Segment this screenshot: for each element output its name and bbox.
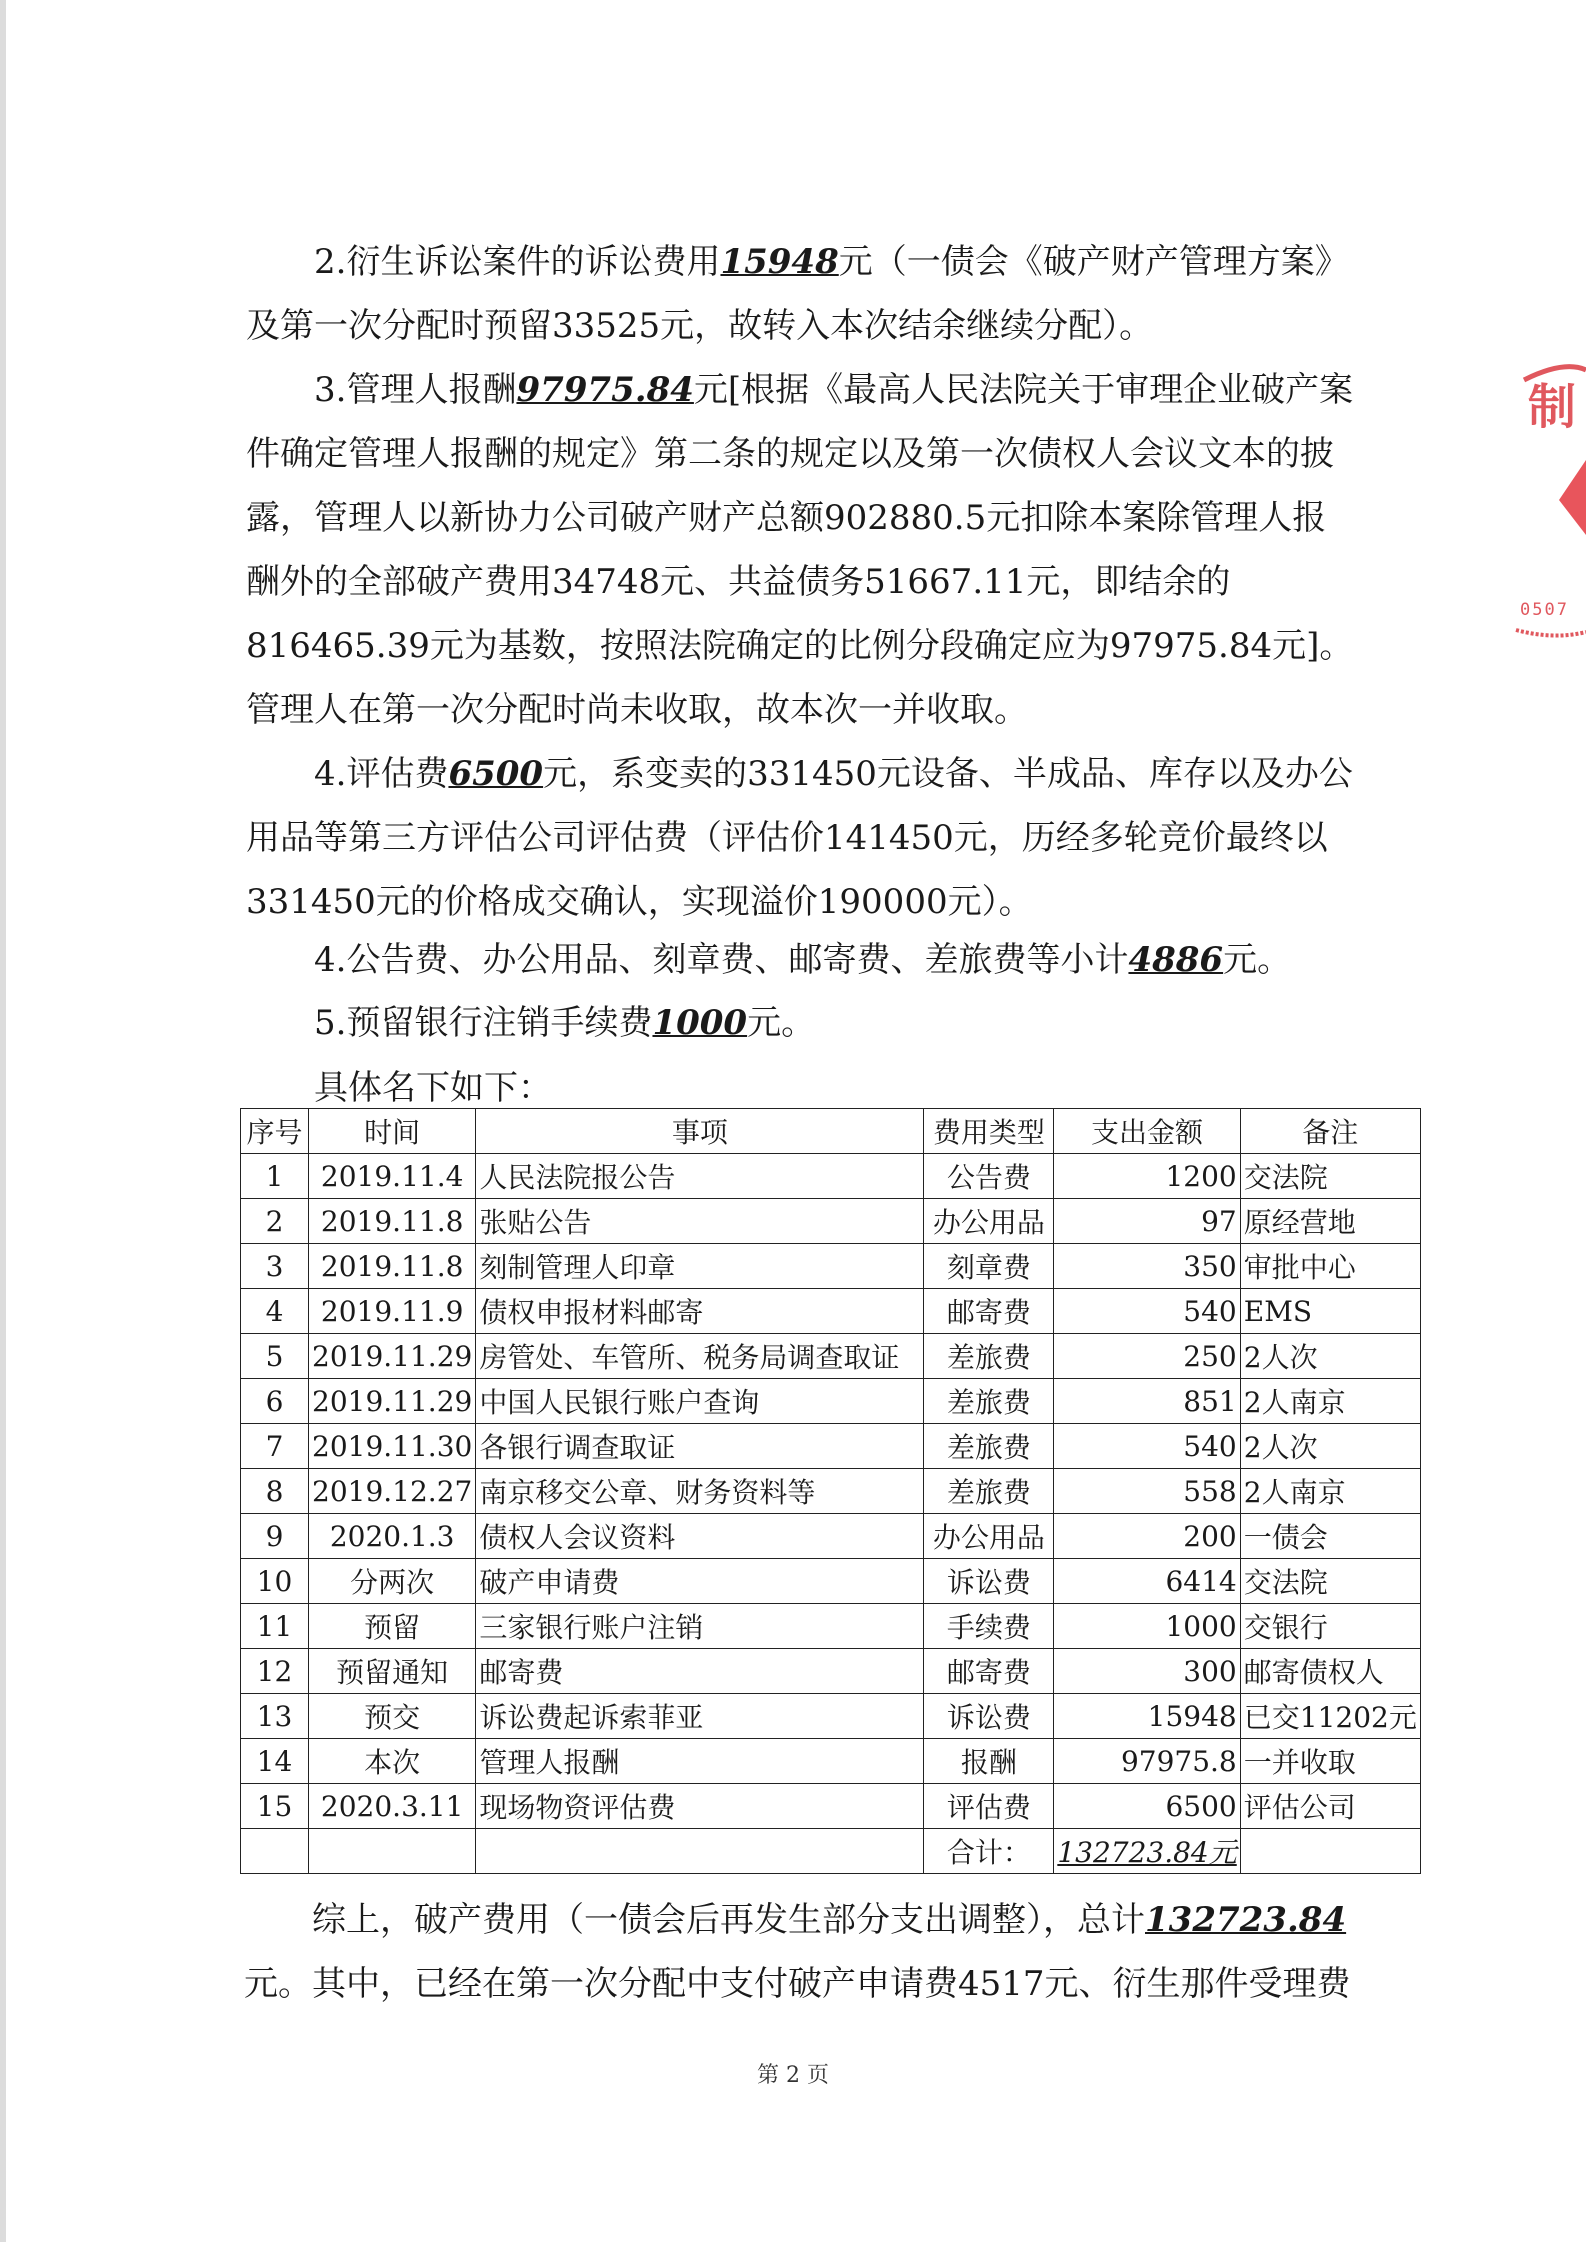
header-type: 费用类型 bbox=[924, 1109, 1054, 1154]
cell-item: 诉讼费起诉索菲亚 bbox=[476, 1694, 924, 1739]
cell-date: 2019.12.27 bbox=[309, 1469, 476, 1514]
cell-no: 1 bbox=[241, 1154, 309, 1199]
table-row bbox=[241, 1469, 1421, 1514]
cell-amount: 200 bbox=[1054, 1514, 1240, 1559]
cell-amount: 540 bbox=[1054, 1289, 1240, 1334]
cell-no: 3 bbox=[241, 1244, 309, 1289]
table-total-row bbox=[241, 1829, 1421, 1874]
cell-item: 破产申请费 bbox=[476, 1559, 924, 1604]
table-row bbox=[241, 1244, 1421, 1289]
cell-date: 2019.11.8 bbox=[309, 1199, 476, 1244]
amount-administrator-fee: 97975.84 bbox=[516, 370, 694, 410]
cell-amount: 250 bbox=[1054, 1334, 1240, 1379]
table-row bbox=[241, 1199, 1421, 1244]
cell-note: 一并收取 bbox=[1240, 1739, 1420, 1784]
table-row bbox=[241, 1334, 1421, 1379]
cell-type: 手续费 bbox=[924, 1604, 1054, 1649]
cell-amount: 350 bbox=[1054, 1244, 1240, 1289]
cell-no: 14 bbox=[241, 1739, 309, 1784]
cell-note: 已交11202元 bbox=[1240, 1694, 1420, 1739]
cell-date: 2019.11.30 bbox=[309, 1424, 476, 1469]
cell-date: 2020.1.3 bbox=[309, 1514, 476, 1559]
cell-note: 2人次 bbox=[1240, 1334, 1420, 1379]
table-row bbox=[241, 1694, 1421, 1739]
cell-note: 交银行 bbox=[1240, 1604, 1420, 1649]
cell-type: 办公用品 bbox=[924, 1199, 1054, 1244]
cell-type: 报酬 bbox=[924, 1739, 1054, 1784]
paragraph-misc-fees: 4.公告费、办公用品、刻章费、邮寄费、差旅费等小计4886元。 bbox=[314, 940, 1292, 980]
header-no: 序号 bbox=[241, 1109, 309, 1154]
table-row bbox=[241, 1604, 1421, 1649]
cell-item: 现场物资评估费 bbox=[476, 1784, 924, 1829]
cell-type: 诉讼费 bbox=[924, 1694, 1054, 1739]
cell-item: 债权申报材料邮寄 bbox=[476, 1289, 924, 1334]
cell-type: 差旅费 bbox=[924, 1469, 1054, 1514]
cell-item: 刻制管理人印章 bbox=[476, 1244, 924, 1289]
cell-type: 差旅费 bbox=[924, 1379, 1054, 1424]
table-row bbox=[241, 1424, 1421, 1469]
cell-note: 交法院 bbox=[1240, 1154, 1420, 1199]
cell-no: 15 bbox=[241, 1784, 309, 1829]
cell-item: 管理人报酬 bbox=[476, 1739, 924, 1784]
cell-note: 评估公司 bbox=[1240, 1784, 1420, 1829]
cell-amount: 97975.8 bbox=[1054, 1739, 1240, 1784]
cell-amount: 1200 bbox=[1054, 1154, 1240, 1199]
header-date: 时间 bbox=[309, 1109, 476, 1154]
amount-litigation-fee: 15948 bbox=[720, 242, 839, 282]
cell-amount: 1000 bbox=[1054, 1604, 1240, 1649]
cell-no: 6 bbox=[241, 1379, 309, 1424]
table-intro: 具体名下如下： bbox=[314, 1068, 552, 1108]
cell-item: 各银行调查取证 bbox=[476, 1424, 924, 1469]
cell-type: 差旅费 bbox=[924, 1334, 1054, 1379]
cell-date: 本次 bbox=[309, 1739, 476, 1784]
cell-no: 8 bbox=[241, 1469, 309, 1514]
cell-note: EMS bbox=[1240, 1289, 1420, 1334]
cell-type: 邮寄费 bbox=[924, 1649, 1054, 1694]
amount-total: 132723.84 bbox=[1145, 1900, 1347, 1940]
cell-amount: 300 bbox=[1054, 1649, 1240, 1694]
page-number: 第 2 页 bbox=[757, 2063, 829, 2088]
cell-type: 诉讼费 bbox=[924, 1559, 1054, 1604]
total-value: 132723.84元 bbox=[1054, 1829, 1240, 1874]
cell-date: 2019.11.9 bbox=[309, 1289, 476, 1334]
cell-amount: 540 bbox=[1054, 1424, 1240, 1469]
paragraph-appraisal-fee: 4.评估费6500元，系变卖的331450元设备、半成品、库存以及办公用品等第三方评估公司评估费（评估价141450元，历经多轮竞价最终以331450元的价格成交确认，实现溢价190000元）。 bbox=[246, 754, 1353, 922]
table-row bbox=[241, 1739, 1421, 1784]
paragraph-litigation-fee: 2.衍生诉讼案件的诉讼费用15948元（一债会《破产财产管理方案》及第一次分配时预留33525元，故转入本次结余继续分配）。 bbox=[246, 242, 1349, 346]
cell-amount: 558 bbox=[1054, 1469, 1240, 1514]
cell-note: 交法院 bbox=[1240, 1559, 1420, 1604]
table-row bbox=[241, 1514, 1421, 1559]
table-row bbox=[241, 1559, 1421, 1604]
cell-type: 评估费 bbox=[924, 1784, 1054, 1829]
paragraph-summary: 综上，破产费用（一债会后再发生部分支出调整），总计132723.84元。其中，已经在第一次分配中支付破产申请费4517元、衍生那件受理费 bbox=[244, 1900, 1351, 2004]
amount-misc-fees: 4886 bbox=[1128, 940, 1224, 980]
table-row bbox=[241, 1649, 1421, 1694]
table-row bbox=[241, 1784, 1421, 1829]
cell-no: 2 bbox=[241, 1199, 309, 1244]
cell-amount: 6414 bbox=[1054, 1559, 1240, 1604]
cell-note: 原经营地 bbox=[1240, 1199, 1420, 1244]
cell-date: 分两次 bbox=[309, 1559, 476, 1604]
header-amount: 支出金额 bbox=[1054, 1109, 1240, 1154]
cell-note: 2人次 bbox=[1240, 1424, 1420, 1469]
cell-no: 9 bbox=[241, 1514, 309, 1559]
cell-no: 12 bbox=[241, 1649, 309, 1694]
cell-no: 11 bbox=[241, 1604, 309, 1649]
cell-item: 张贴公告 bbox=[476, 1199, 924, 1244]
cell-type: 邮寄费 bbox=[924, 1289, 1054, 1334]
expense-table bbox=[240, 1108, 1421, 1874]
paragraph-administrator-fee: 3.管理人报酬97975.84元[根据《最高人民法院关于审理企业破产案件确定管理人报酬的规定》第二条的规定以及第一次债权人会议文本的披露，管理人以新协力公司破产财产总额902880.5元扣除本案除管理人报酬外的全部破产费用34748元、共益债务51667.11元，即结余的816465.39元为基数，按照法院确定的比例分段确定应为97975.84元]。管理人在第一次分配时尚未收取，故本次一并收取。 bbox=[246, 370, 1354, 730]
cell-item: 南京移交公章、财务资料等 bbox=[476, 1469, 924, 1514]
cell-no: 5 bbox=[241, 1334, 309, 1379]
cell-item: 债权人会议资料 bbox=[476, 1514, 924, 1559]
cell-note: 审批中心 bbox=[1240, 1244, 1420, 1289]
cell-no: 4 bbox=[241, 1289, 309, 1334]
cell-no: 7 bbox=[241, 1424, 309, 1469]
table-header-row bbox=[241, 1109, 1421, 1154]
header-note: 备注 bbox=[1240, 1109, 1420, 1154]
seal-number: 0507 bbox=[1520, 600, 1569, 620]
official-seal-fragment bbox=[1504, 360, 1586, 660]
cell-amount: 6500 bbox=[1054, 1784, 1240, 1829]
cell-note: 2人南京 bbox=[1240, 1379, 1420, 1424]
seal-character: 制 bbox=[1528, 379, 1577, 435]
cell-type: 刻章费 bbox=[924, 1244, 1054, 1289]
cell-date: 2019.11.4 bbox=[309, 1154, 476, 1199]
cell-type: 差旅费 bbox=[924, 1424, 1054, 1469]
scan-left-edge bbox=[0, 0, 6, 2242]
cell-amount: 97 bbox=[1054, 1199, 1240, 1244]
paragraph-bank-fee: 5.预留银行注销手续费1000元。 bbox=[314, 1003, 816, 1043]
total-label: 合计： bbox=[924, 1829, 1054, 1874]
header-item: 事项 bbox=[476, 1109, 924, 1154]
amount-appraisal-fee: 6500 bbox=[448, 754, 544, 794]
cell-no: 10 bbox=[241, 1559, 309, 1604]
cell-note: 一债会 bbox=[1240, 1514, 1420, 1559]
cell-item: 邮寄费 bbox=[476, 1649, 924, 1694]
cell-amount: 851 bbox=[1054, 1379, 1240, 1424]
cell-date: 2019.11.29 bbox=[309, 1379, 476, 1424]
cell-item: 人民法院报公告 bbox=[476, 1154, 924, 1199]
cell-item: 房管处、车管所、税务局调查取证 bbox=[476, 1334, 924, 1379]
cell-note: 2人南京 bbox=[1240, 1469, 1420, 1514]
cell-item: 中国人民银行账户查询 bbox=[476, 1379, 924, 1424]
cell-type: 公告费 bbox=[924, 1154, 1054, 1199]
cell-note: 邮寄债权人 bbox=[1240, 1649, 1420, 1694]
table-row bbox=[241, 1289, 1421, 1334]
cell-date: 2019.11.29 bbox=[309, 1334, 476, 1379]
cell-no: 13 bbox=[241, 1694, 309, 1739]
table-row bbox=[241, 1379, 1421, 1424]
cell-date: 2019.11.8 bbox=[309, 1244, 476, 1289]
cell-date: 预留通知 bbox=[309, 1649, 476, 1694]
cell-date: 预交 bbox=[309, 1694, 476, 1739]
cell-date: 2020.3.11 bbox=[309, 1784, 476, 1829]
cell-amount: 15948 bbox=[1054, 1694, 1240, 1739]
table-row bbox=[241, 1154, 1421, 1199]
cell-item: 三家银行账户注销 bbox=[476, 1604, 924, 1649]
cell-date: 预留 bbox=[309, 1604, 476, 1649]
cell-type: 办公用品 bbox=[924, 1514, 1054, 1559]
amount-bank-fee: 1000 bbox=[652, 1003, 748, 1043]
